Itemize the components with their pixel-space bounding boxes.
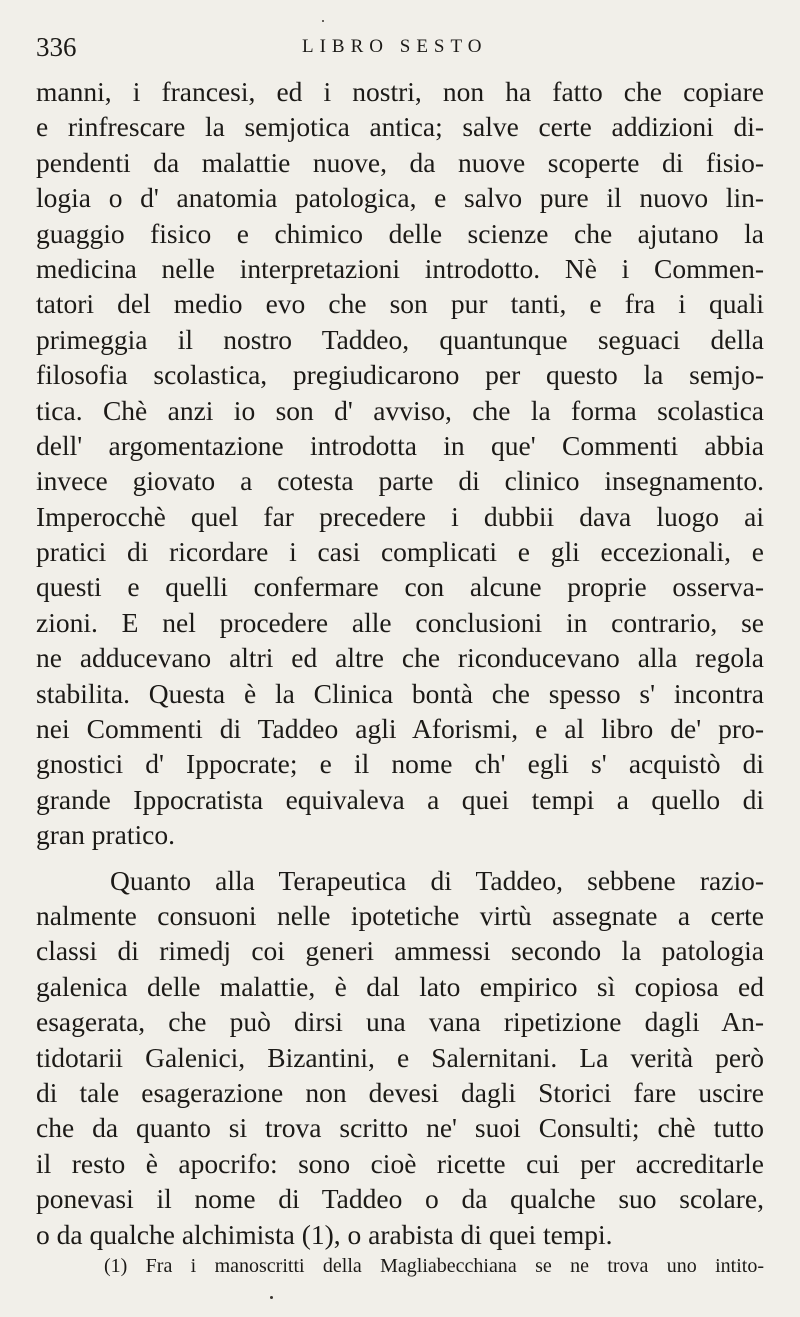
footnote: (1) Fra i manoscritti della Magliabecchiana se ne trova uno intito- [104,1255,764,1277]
text-line: dell' argomentazione introdotta in que' Commenti abbia [36,429,764,461]
text-line: di tale esagerazione non devesi dagli Storici fare uscire [36,1076,764,1108]
text-line: pendenti da malattie nuove, da nuove scoperte di fisio- [36,146,764,178]
text-line: tidotarii Galenici, Bizantini, e Salernitani. La verità però [36,1041,764,1073]
body-text [36,74,764,1252]
running-title: LIBRO SESTO [302,36,488,57]
page-number: 336 [36,32,77,62]
text-line: ne adducevano altri ed altre che riconducevano alla regola [36,642,764,674]
text-line: esagerata, che può dirsi una vana ripetizione dagli An- [36,1006,764,1038]
page-header [36,30,740,64]
text-line: Imperocchè quel far precedere i dubbii dava luogo ai [36,500,764,532]
text-line: guaggio fisico e chimico delle scienze che ajutano la [36,217,764,249]
text-line: questi e quelli confermare con alcune proprie osserva- [36,571,764,603]
paragraph-gap [36,853,764,863]
text-line: e rinfrescare la semjotica antica; salve certe addizioni di- [36,111,764,143]
paragraph-first-line: Quanto alla Terapeutica di Taddeo, sebbene razio- [110,864,764,896]
paragraph-end-line: gran pratico. [36,819,175,851]
text-line: invece giovato a cotesta parte di clinico insegnamento. [36,465,764,497]
text-line: logia o d' anatomia patologica, e salvo pure il nuovo lin- [36,182,764,214]
text-line: ponevasi il nome di Taddeo o da qualche suo scolare, [36,1183,764,1215]
ink-speck [322,20,324,22]
text-line: il resto è apocrifo: sono cioè ricette cui per accreditarle [36,1147,764,1179]
ink-speck [270,1296,273,1299]
text-line: gnostici d' Ippocrate; e il nome ch' egli s' acquistò di [36,748,764,780]
text-line: tica. Chè anzi io son d' avviso, che la forma scolastica [36,394,764,426]
text-line: filosofia scolastica, pregiudicarono per questo la semjo- [36,359,764,391]
text-line: pratici di ricordare i casi complicati e gli eccezionali, e [36,536,764,568]
text-line: medicina nelle interpretazioni introdotto. Nè i Commen- [36,252,764,284]
text-line: che da quanto si trova scritto ne' suoi Consulti; chè tutto [36,1112,764,1144]
paragraph-end-line: o da qualche alchimista (1), o arabista di quei tempi. [36,1218,613,1250]
text-line: primeggia il nostro Taddeo, quantunque seguaci della [36,323,764,355]
text-line: nei Commenti di Taddeo agli Aforismi, e al libro de' pro- [36,713,764,745]
text-line: zioni. E nel procedere alle conclusioni in contrario, se [36,606,764,638]
text-line: classi di rimedj coi generi ammessi secondo la patologia [36,935,764,967]
text-line: manni, i francesi, ed i nostri, non ha fatto che copiare [36,76,764,107]
text-line: nalmente consuoni nelle ipotetiche virtù assegnate a certe [36,899,764,931]
text-line: grande Ippocratista equivaleva a quei tempi a quello di [36,783,764,815]
text-line: tatori del medio evo che son pur tanti, e fra i quali [36,288,764,320]
text-line: galenica delle malattie, è dal lato empirico sì copiosa ed [36,970,764,1002]
text-line: stabilita. Questa è la Clinica bontà che spesso s' incontra [36,677,764,709]
